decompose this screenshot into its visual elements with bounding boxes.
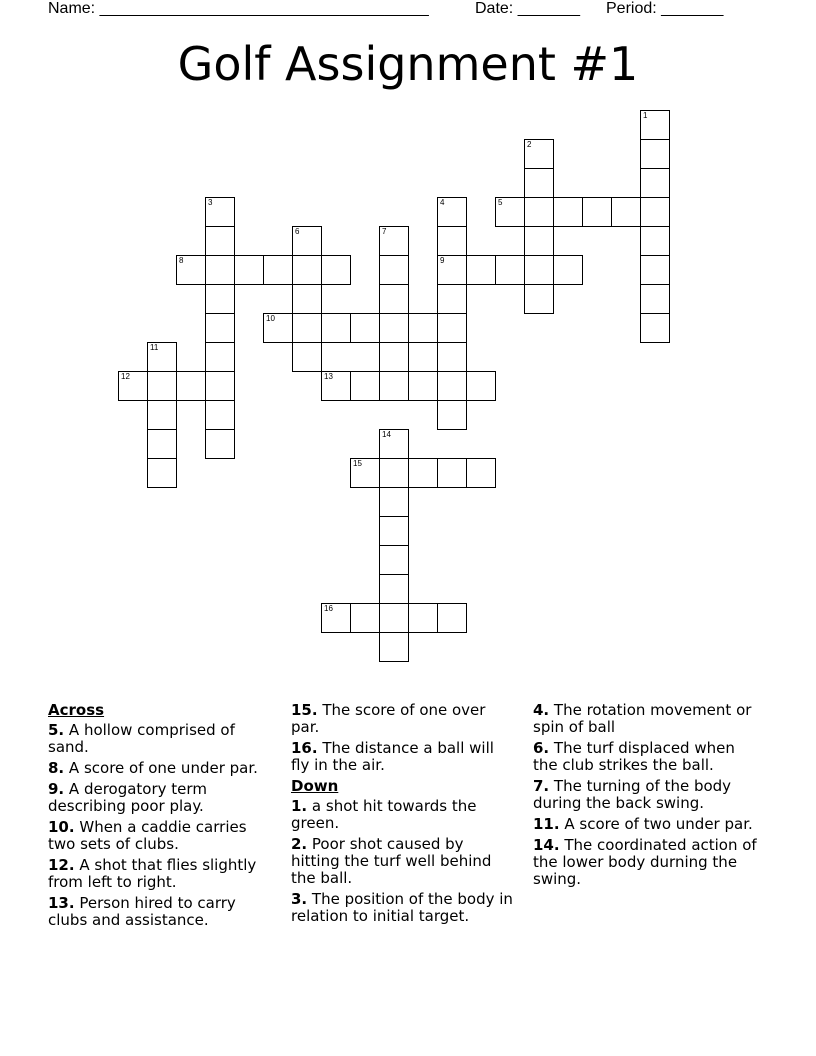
crossword-cell[interactable] (379, 574, 409, 604)
clue-across-13: 13. Person hired to carry clubs and assistance. (48, 894, 236, 929)
down-heading: Down (291, 777, 339, 795)
crossword-cell[interactable] (379, 313, 409, 343)
clue-across-9: 9. A derogatory term describing poor play. (48, 780, 207, 815)
cell-number: 1 (643, 111, 648, 120)
crossword-cell[interactable] (408, 313, 438, 343)
crossword-cell[interactable] (640, 284, 670, 314)
clue-across-5: 5. A hollow comprised of sand. (48, 721, 235, 756)
clue-across-10: 10. When a caddie carries two sets of clubs. (48, 818, 247, 853)
crossword-cell[interactable] (205, 400, 235, 430)
crossword-cell[interactable] (292, 284, 322, 314)
crossword-cell[interactable] (234, 255, 264, 285)
crossword-cell[interactable] (437, 458, 467, 488)
crossword-cell[interactable] (292, 313, 322, 343)
cell-number: 8 (179, 256, 184, 265)
clue-down-3: 3. The position of the body in relation to initial target. (291, 890, 513, 925)
page-title: Golf Assignment #1 (177, 37, 639, 91)
crossword-cell[interactable] (176, 371, 206, 401)
cell-number: 5 (498, 198, 503, 207)
clue-down-11: 11. A score of two under par. (533, 815, 753, 833)
crossword-cell[interactable] (379, 255, 409, 285)
crossword-cell[interactable] (437, 226, 467, 256)
cell-number: 16 (324, 604, 333, 613)
crossword-cell[interactable] (147, 400, 177, 430)
crossword-cell[interactable] (350, 313, 380, 343)
date-field-label[interactable]: Date: _______ (475, 0, 580, 17)
crossword-cell[interactable] (205, 342, 235, 372)
clues-column-3 (533, 702, 758, 892)
name-field-label[interactable]: Name: _____________________________________ (48, 0, 429, 17)
crossword-cell[interactable] (437, 371, 467, 401)
crossword-cell[interactable] (205, 226, 235, 256)
clue-down-1: 1. a shot hit towards the green. (291, 797, 477, 832)
crossword-cell[interactable] (379, 226, 409, 256)
crossword-cell[interactable] (379, 545, 409, 575)
crossword-cell[interactable] (205, 429, 235, 459)
crossword-cell[interactable] (640, 197, 670, 227)
crossword-cell[interactable] (292, 226, 322, 256)
crossword-cell[interactable] (147, 371, 177, 401)
crossword-cell[interactable] (205, 197, 235, 227)
crossword-cell[interactable] (379, 603, 409, 633)
across-heading: Across (48, 701, 105, 719)
crossword-cell[interactable] (350, 371, 380, 401)
crossword-cell[interactable] (582, 197, 612, 227)
crossword-cell[interactable] (321, 603, 351, 633)
crossword-cell[interactable] (350, 603, 380, 633)
crossword-cell[interactable] (379, 458, 409, 488)
crossword-cell[interactable] (147, 342, 177, 372)
crossword-cell[interactable] (524, 284, 554, 314)
period-field-label[interactable]: Period: _______ (606, 0, 724, 17)
crossword-cell[interactable] (379, 632, 409, 662)
clue-across-16: 16. The distance a ball will fly in the air. (291, 739, 494, 774)
cell-number: 14 (382, 430, 391, 439)
cell-number: 11 (150, 343, 159, 352)
clue-down-6: 6. The turf displaced when the club strikes the ball. (533, 739, 735, 774)
crossword-cell[interactable] (640, 139, 670, 169)
crossword-cell[interactable] (205, 313, 235, 343)
crossword-cell[interactable] (524, 226, 554, 256)
crossword-cell[interactable] (437, 313, 467, 343)
crossword-cell[interactable] (321, 313, 351, 343)
clue-across-8: 8. A score of one under par. (48, 759, 258, 777)
clue-across-12: 12. A shot that flies slightly from left to right. (48, 856, 257, 891)
crossword-cell[interactable] (437, 284, 467, 314)
crossword-cell[interactable] (379, 516, 409, 546)
crossword-cell[interactable] (205, 284, 235, 314)
clue-across-15: 15. The score of one over par. (291, 701, 486, 736)
crossword-cell[interactable] (437, 603, 467, 633)
crossword-cell[interactable] (495, 255, 525, 285)
crossword-cell[interactable] (640, 313, 670, 343)
crossword-cell[interactable] (379, 284, 409, 314)
crossword-cell[interactable] (379, 429, 409, 459)
crossword-cell[interactable] (524, 197, 554, 227)
cell-number: 9 (440, 256, 445, 265)
cell-number: 13 (324, 372, 333, 381)
crossword-cell[interactable] (379, 487, 409, 517)
crossword-cell[interactable] (495, 197, 525, 227)
crossword-cell[interactable] (553, 197, 583, 227)
crossword-cell[interactable] (466, 371, 496, 401)
clues-column-2 (291, 702, 516, 929)
crossword-cell[interactable] (640, 168, 670, 198)
crossword-cell[interactable] (263, 313, 293, 343)
cell-number: 2 (527, 140, 532, 149)
crossword-cell[interactable] (350, 458, 380, 488)
crossword-cell[interactable] (437, 255, 467, 285)
crossword-cell[interactable] (379, 371, 409, 401)
crossword-cell[interactable] (640, 226, 670, 256)
crossword-cell[interactable] (292, 342, 322, 372)
crossword-cell[interactable] (205, 371, 235, 401)
clue-down-4: 4. The rotation movement or spin of ball (533, 701, 752, 736)
crossword-cell[interactable] (205, 255, 235, 285)
crossword-cell[interactable] (292, 255, 322, 285)
crossword-cell[interactable] (524, 168, 554, 198)
clue-down-2: 2. Poor shot caused by hitting the turf well behind the ball. (291, 835, 492, 887)
cell-number: 6 (295, 227, 300, 236)
cell-number: 4 (440, 198, 445, 207)
crossword-cell[interactable] (553, 255, 583, 285)
clue-down-7: 7. The turning of the body during the back swing. (533, 777, 732, 812)
cell-number: 10 (266, 314, 275, 323)
crossword-cell[interactable] (321, 255, 351, 285)
crossword-cell[interactable] (640, 110, 670, 140)
crossword-cell[interactable] (118, 371, 148, 401)
crossword-cell[interactable] (437, 400, 467, 430)
crossword-cell[interactable] (524, 255, 554, 285)
crossword-cell[interactable] (321, 371, 351, 401)
crossword-cell[interactable] (147, 458, 177, 488)
crossword-cell[interactable] (176, 255, 206, 285)
crossword-cell[interactable] (147, 429, 177, 459)
crossword-cell[interactable] (379, 342, 409, 372)
cell-number: 15 (353, 459, 362, 468)
crossword-cell[interactable] (408, 371, 438, 401)
crossword-cell[interactable] (263, 255, 293, 285)
cell-number: 7 (382, 227, 387, 236)
crossword-cell[interactable] (437, 342, 467, 372)
crossword-cell[interactable] (524, 139, 554, 169)
crossword-cell[interactable] (408, 603, 438, 633)
crossword-cell[interactable] (611, 197, 641, 227)
crossword-cell[interactable] (466, 458, 496, 488)
crossword-cell[interactable] (437, 197, 467, 227)
crossword-cell[interactable] (408, 458, 438, 488)
clue-down-14: 14. The coordinated action of the lower body durning the swing. (533, 836, 757, 888)
cell-number: 3 (208, 198, 213, 207)
cell-number: 12 (121, 372, 130, 381)
crossword-cell[interactable] (466, 255, 496, 285)
clues-column-1 (48, 702, 273, 933)
crossword-cell[interactable] (640, 255, 670, 285)
